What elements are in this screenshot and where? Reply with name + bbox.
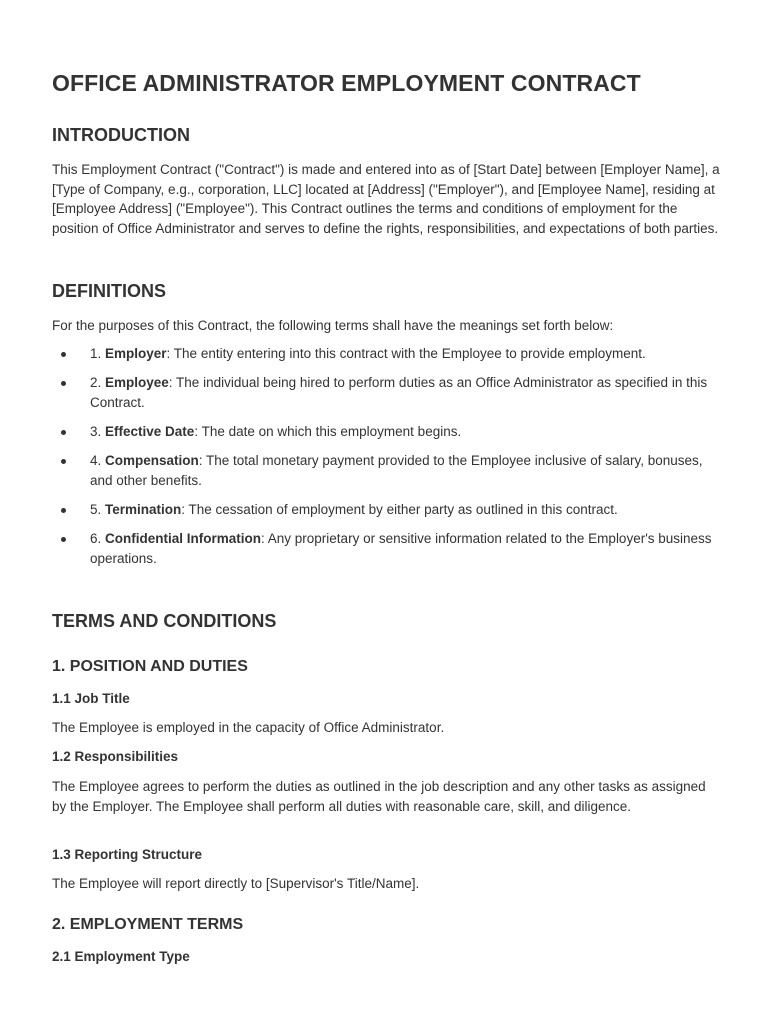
definitions-list [52,344,722,578]
section-1-heading: 1. POSITION AND DUTIES [52,658,248,675]
document-title: OFFICE ADMINISTRATOR EMPLOYMENT CONTRACT [52,70,641,96]
definition-text: : The date on which this employment begins. [194,423,462,439]
definition-text: : The cessation of employment by either party as outlined in this contract. [181,501,618,517]
bullet-icon [61,352,66,357]
definition-number: 4. [90,453,106,469]
section-1-2-paragraph: The Employee agrees to perform the duties as outlined in the job description and any other tasks as assigned by the Employer. The Employee shall perform all duties with reasonable care, skill, and diligence. [52,779,706,814]
section-2-heading: 2. EMPLOYMENT TERMS [52,916,244,933]
bullet-icon [61,459,66,464]
section-1-3-heading: 1.3 Reporting Structure [52,847,203,862]
terms-and-conditions-heading: TERMS AND CONDITIONS [52,611,277,631]
definitions-heading: DEFINITIONS [52,281,167,301]
bullet-icon [61,537,66,542]
definition-term: Confidential Information [105,531,262,547]
definition-number: 5. [90,501,106,517]
introduction-paragraph: This Employment Contract ("Contract") is made and entered into as of [Start Date] between [Employer Name], a [Type of Company, e.g., corporation, LLC] located at [Address] ("Employer"), and [Employee Name], residing at [Employee Address] ("Employee"). This Contract outlines the terms and conditions of employment for the position of Office Administrator and serves to define the rights, responsibilities, and expectations of both parties. [52,162,720,236]
definitions-lead-text: For the purposes of this Contract, the following terms shall have the meanings set forth below: [52,318,614,333]
definition-item-confidential-information [52,529,722,568]
definition-number: 2. [90,375,106,391]
bullet-icon [61,430,66,435]
definition-text: : The entity entering into this contract with the Employee to provide employment. [166,346,646,361]
definition-term: Termination [105,501,182,517]
definition-item-employee [52,373,722,412]
definition-number: 6. [90,531,106,547]
definition-item-effective-date [52,422,722,442]
bullet-icon [61,508,66,513]
definition-text: : Any proprietary or sensitive information related to the Employer's business operations. [90,531,712,566]
section-1-1-paragraph: The Employee is employed in the capacity of Office Administrator. [52,720,445,735]
section-2-1-heading: 2.1 Employment Type [52,949,190,964]
definition-item-termination [52,500,722,520]
definition-number: 3. [90,423,106,439]
definition-number: 1. [90,346,106,361]
definition-term: Employer [105,346,167,361]
definition-text: : The total monetary payment provided to the Employee inclusive of salary, bonuses, and other benefits. [90,453,703,488]
definition-term: Employee [105,375,169,391]
section-1-1-heading: 1.1 Job Title [52,691,130,706]
introduction-heading: INTRODUCTION [52,125,190,145]
definition-item-compensation [52,451,722,490]
definition-term: Effective Date [105,423,195,439]
bullet-icon [61,381,66,386]
section-1-2-heading: 1.2 Responsibilities [52,749,179,764]
definition-item-employer [52,344,722,364]
section-1-3-paragraph: The Employee will report directly to [Supervisor's Title/Name]. [52,876,420,891]
definition-text: : The individual being hired to perform duties as an Office Administrator as specified in this Contract. [90,375,708,410]
definition-term: Compensation [105,453,199,469]
